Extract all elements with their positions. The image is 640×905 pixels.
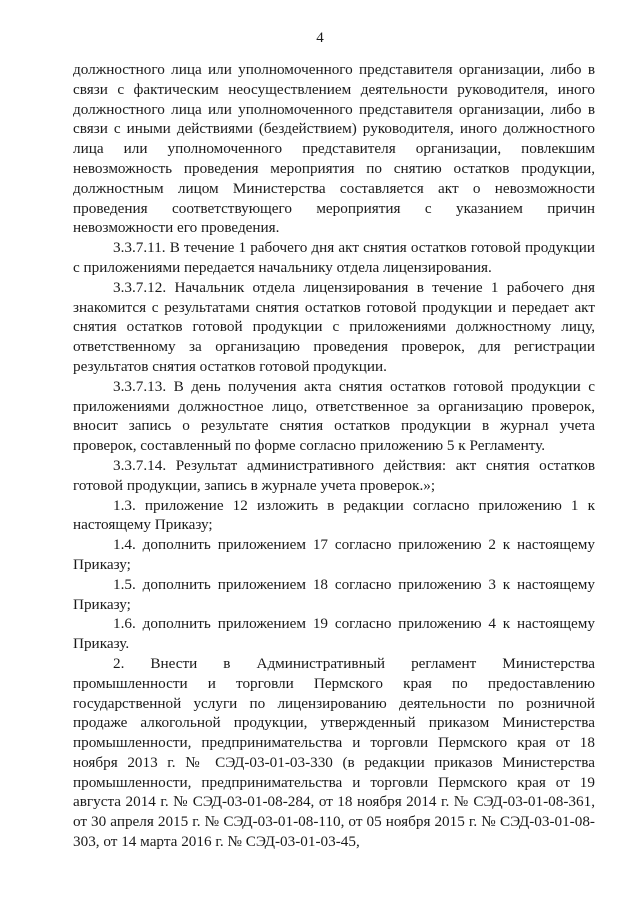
paragraph-3-3-7-14: 3.3.7.14. Результат административного действия: акт снятия остатков готовой продукции, запись в журнале учета проверок.»;	[73, 456, 595, 494]
paragraph-1-5: 1.5. дополнить приложением 18 согласно приложению 3 к настоящему Приказу;	[73, 575, 595, 613]
document-body	[73, 60, 595, 852]
paragraph-1-4: 1.4. дополнить приложением 17 согласно приложению 2 к настоящему Приказу;	[73, 536, 595, 573]
paragraph-2: 2. Внести в Административный регламент Министерства промышленности и торговли Пермского края по предоставлению государственной услуги по лицензированию деятельности по розничной продаже алкогольной продукции, утвержденный приказом Министерства промышленности, предпринимательства и торговли Пермского края от 18 ноября 2013 г. № СЭД-03-01-03-330 (в редакции приказов Министерства промышленности, предпринимательства и торговли Пермского края от 19 августа 2014 г. № СЭД-03-01-08-284, от 18 ноября 2014 г. № СЭД-03-01-08-361, от 30 апреля 2015 г. № СЭД-03-01-08-110, от 05 ноября 2015 г. № СЭД-03-01-08-303, от 14 марта 2016 г. № СЭД-03-01-03-45,	[73, 654, 595, 851]
paragraph-3-3-7-12: 3.3.7.12. Начальник отдела лицензирования в течение 1 рабочего дня знакомится с результатами снятия остатков готовой продукции и передает акт снятия остатков готовой продукции с приложениями должностному лицу, ответственному за организацию проведения проверок, для регистрации результатов снятия остатков готовой продукции.	[73, 278, 595, 375]
page-number: 4	[316, 30, 324, 46]
paragraph-3-3-7-11: 3.3.7.11. В течение 1 рабочего дня акт снятия остатков готовой продукции с приложениями передается начальнику отдела лицензирования.	[73, 239, 595, 276]
paragraph-1-6: 1.6. дополнить приложением 19 согласно приложению 4 к настоящему Приказу.	[73, 615, 595, 653]
paragraph-continuation: должностного лица или уполномоченного представителя организации, либо в связи с фактическим неосуществлением деятельности руководителя, иного должностного лица или уполномоченного представителя организации, либо в связи с иными действиями (бездействием) руководителя, иного должностного лица или уполномоченного представителя организации, повлекшим невозможность проведения мероприятия по снятию остатков продукции, должностным лицом Министерства составляется акт о невозможности проведения соответствующего мероприятия с указанием причин невозможности его проведения.	[73, 61, 595, 237]
paragraph-1-3: 1.3. приложение 12 изложить в редакции согласно приложению 1 к настоящему Приказу;	[73, 496, 595, 534]
paragraph-3-3-7-13: 3.3.7.13. В день получения акта снятия остатков готовой продукции с приложениями должностное лицо, ответственное за организацию проверок, вносит запись о результате снятия остатков продукции в журнал учета проверок, составленный по форме согласно приложению 5 к Регламенту.	[73, 377, 595, 455]
